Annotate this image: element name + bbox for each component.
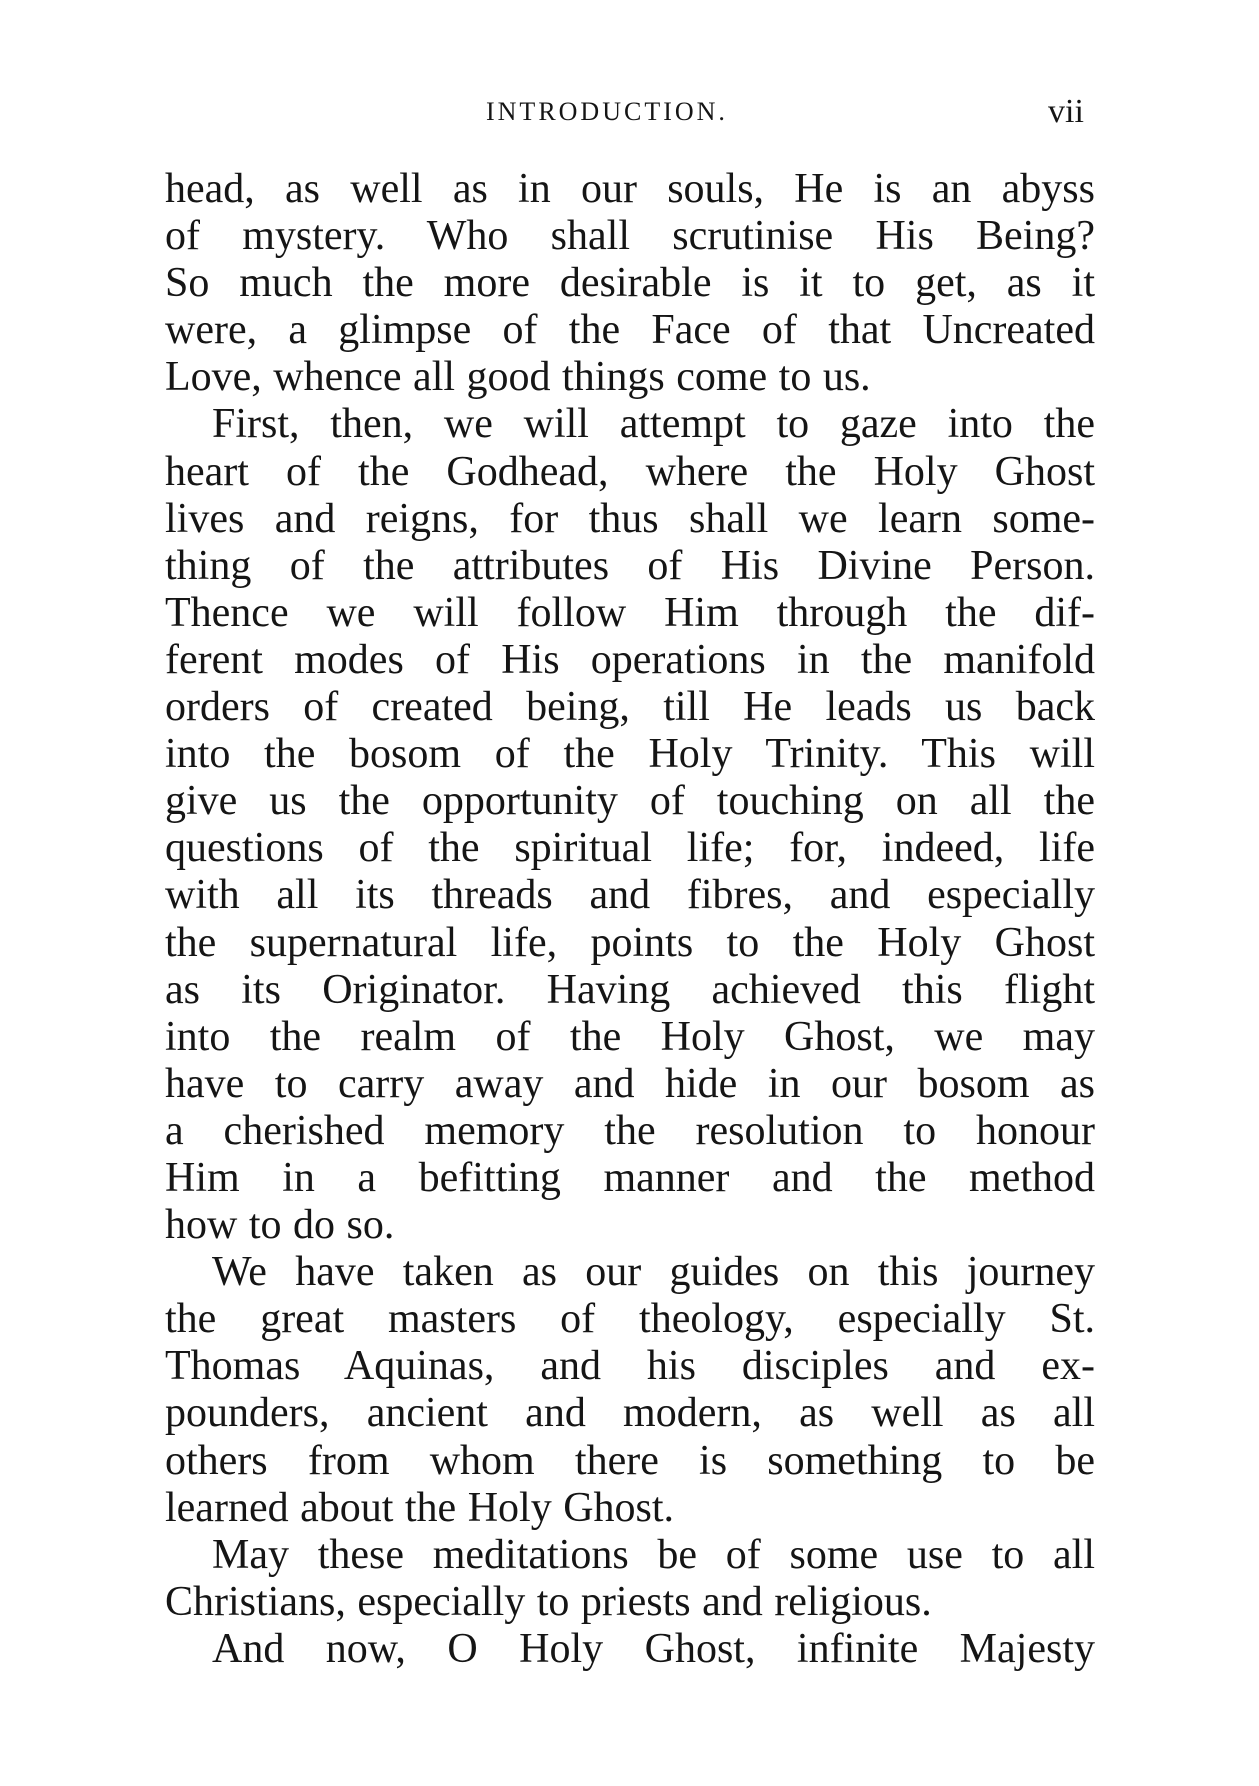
text-line: the supernatural life, points to the Holy Ghost (165, 919, 1095, 966)
text-line: lives and reigns, for thus shall we learn some- (165, 495, 1095, 542)
text-line: how to do so. (165, 1202, 395, 1249)
chapter-title: INTRODUCTION. (486, 97, 728, 126)
running-head (0, 92, 1259, 132)
page-number: vii (1048, 93, 1084, 130)
text-line: thing of the attributes of His Divine Person. (165, 542, 1095, 589)
text-line: And now, O Holy Ghost, infinite Majesty (212, 1625, 1095, 1672)
text-line: a cherished memory the resolution to honour (165, 1107, 1095, 1154)
text-line: pounders, ancient and modern, as well as all (165, 1390, 1095, 1437)
text-line: Love, whence all good things come to us. (165, 354, 871, 401)
text-line: ferent modes of His operations in the manifold (165, 636, 1095, 683)
text-line: head, as well as in our souls, He is an abyss (165, 166, 1095, 212)
text-line: have to carry away and hide in our bosom as (165, 1060, 1095, 1107)
text-line: as its Originator. Having achieved this flight (165, 966, 1095, 1013)
text-line: First, then, we will attempt to gaze into the (212, 401, 1095, 448)
text-line: Him in a befitting manner and the method (165, 1154, 1095, 1201)
text-line: orders of created being, till He leads us back (165, 684, 1095, 731)
text-line: with all its threads and fibres, and especially (165, 872, 1095, 919)
text-line: give us the opportunity of touching on all the (165, 778, 1095, 825)
text-line: May these meditations be of some use to all (212, 1531, 1095, 1578)
text-line: Thomas Aquinas, and his disciples and ex- (165, 1343, 1095, 1390)
text-line: learned about the Holy Ghost. (165, 1484, 675, 1531)
text-line: So much the more desirable is it to get, as it (165, 260, 1095, 307)
text-line: heart of the Godhead, where the Holy Ghost (165, 448, 1095, 495)
text-line: of mystery. Who shall scrutinise His Being? (165, 213, 1095, 260)
text-line: Christians, especially to priests and religious. (165, 1578, 932, 1625)
text-line: the great masters of theology, especially St. (165, 1296, 1095, 1343)
text-line: questions of the spiritual life; for, indeed, life (165, 825, 1095, 872)
text-line: into the bosom of the Holy Trinity. This will (165, 731, 1095, 778)
text-line: were, a glimpse of the Face of that Uncreated (165, 307, 1095, 354)
text-line: into the realm of the Holy Ghost, we may (165, 1013, 1095, 1060)
body-text (165, 166, 1095, 1673)
text-line: Thence we will follow Him through the dif- (165, 589, 1095, 636)
text-line: We have taken as our guides on this journey (212, 1249, 1095, 1296)
text-line: others from whom there is something to be (165, 1437, 1095, 1484)
